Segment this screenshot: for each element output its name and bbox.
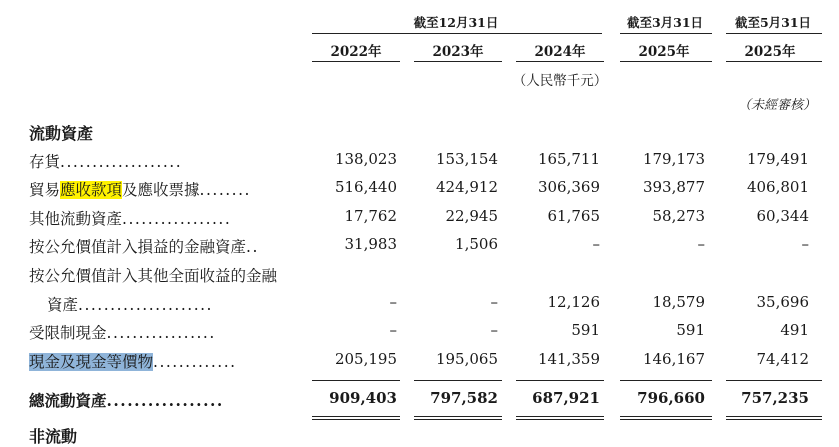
cell-2024: 165,711 — [537, 150, 600, 168]
subtotal-rule-1 — [312, 380, 400, 381]
row-label: 按公允價值計入其他全面收益的金融 — [29, 267, 278, 285]
cell-2025-mar: 591 — [676, 321, 705, 339]
year-rule-1 — [312, 61, 400, 62]
cell-2025-may: 757,235 — [741, 389, 809, 407]
cell-2025-mar: 393,877 — [642, 178, 705, 196]
year-rule-5 — [726, 61, 822, 62]
row-label: 總流動資產................. — [29, 391, 224, 410]
row-label: 資產..................... — [47, 296, 213, 314]
header-mar31-rule — [620, 33, 712, 34]
cell-2025-mar: – — [697, 235, 705, 253]
cell-2024: 687,921 — [532, 389, 600, 407]
section-title: 流動資產 — [29, 124, 94, 143]
table-row — [0, 207, 839, 231]
cell-2023: 195,065 — [435, 350, 498, 368]
cell-2022: 516,440 — [334, 178, 397, 196]
table-row — [0, 235, 839, 259]
total-rule-a3 — [516, 416, 604, 417]
table-row — [0, 178, 839, 202]
cell-2023: 22,945 — [445, 207, 498, 225]
cell-2025-mar: 146,167 — [642, 350, 705, 368]
cell-2022: 17,762 — [344, 207, 397, 225]
next-section-partial: 非流動 — [29, 427, 78, 446]
cell-2025-may: 74,412 — [756, 350, 809, 368]
cell-2025-may: – — [801, 235, 809, 253]
cell-2025-mar: 796,660 — [637, 389, 705, 407]
cell-2024: – — [592, 235, 600, 253]
table-row — [0, 293, 839, 317]
total-rule-b1 — [312, 419, 400, 420]
cell-2025-may: 179,491 — [746, 150, 809, 168]
year-2024: 2024年 — [534, 44, 586, 60]
cell-2024: 591 — [571, 321, 600, 339]
cell-2024: 306,369 — [537, 178, 600, 196]
highlight-yellow: 應收款項 — [60, 181, 123, 199]
year-rule-2 — [414, 61, 502, 62]
cell-2024: 12,126 — [547, 293, 600, 311]
year-rule-4 — [620, 61, 712, 62]
total-rule-b3 — [516, 419, 604, 420]
cell-2022: 31,983 — [344, 235, 397, 253]
cell-2022: 138,023 — [334, 150, 397, 168]
header-may31: 截至5月31日 — [734, 15, 812, 30]
cell-2022: 205,195 — [334, 350, 397, 368]
cell-2022: – — [389, 321, 397, 339]
row-label: 受限制現金................. — [29, 324, 216, 342]
cell-2022: – — [389, 293, 397, 311]
cell-2023: 797,582 — [430, 389, 498, 407]
header-mar31: 截至3月31日 — [626, 15, 704, 30]
total-rule-b2 — [414, 419, 502, 420]
cell-2024: 61,765 — [547, 207, 600, 225]
subtotal-rule-5 — [726, 380, 822, 381]
cell-2023: – — [490, 321, 498, 339]
row-label: 其他流動資產................. — [29, 210, 232, 228]
table-row-total — [0, 389, 839, 413]
total-rule-b5 — [726, 419, 822, 420]
total-rule-a4 — [620, 416, 712, 417]
cell-2025-may: 35,696 — [756, 293, 809, 311]
total-rule-b4 — [620, 419, 712, 420]
year-2023: 2023年 — [432, 44, 484, 60]
row-label: 存貨................... — [29, 153, 183, 171]
year-2022: 2022年 — [330, 44, 382, 60]
unaudited-note: （未經審核） — [738, 98, 817, 113]
row-label: 現金及現金等價物............. — [29, 353, 237, 371]
table-row — [0, 264, 839, 288]
total-rule-a2 — [414, 416, 502, 417]
cell-2025-mar: 179,173 — [642, 150, 705, 168]
cell-2025-mar: 18,579 — [652, 293, 705, 311]
unit-label: （人民幣千元） — [512, 73, 608, 89]
total-rule-a5 — [726, 416, 822, 417]
total-rule-a1 — [312, 416, 400, 417]
cell-2025-mar: 58,273 — [652, 207, 705, 225]
year-2025-may: 2025年 — [744, 44, 796, 60]
subtotal-rule-3 — [516, 380, 604, 381]
header-dec31: 截至12月31日 — [413, 15, 499, 30]
subtotal-rule-2 — [414, 380, 502, 381]
row-label: 按公允價值計入損益的金融資產.. — [29, 238, 259, 256]
cell-2023: 424,912 — [435, 178, 498, 196]
cell-2024: 141,359 — [537, 350, 600, 368]
cell-2025-may: 60,344 — [756, 207, 809, 225]
cell-2025-may: 406,801 — [746, 178, 809, 196]
cell-2025-may: 491 — [780, 321, 809, 339]
cell-2023: 153,154 — [435, 150, 498, 168]
year-rule-3 — [516, 61, 604, 62]
highlight-blue: 現金及現金等價物 — [29, 353, 154, 371]
row-label: 貿易應收款項及應收票據........ — [29, 181, 251, 199]
table-row — [0, 321, 839, 345]
table-row — [0, 350, 839, 374]
subtotal-rule-4 — [620, 380, 712, 381]
header-may31-rule — [726, 33, 822, 34]
cell-2023: – — [490, 293, 498, 311]
table-row — [0, 150, 839, 174]
cell-2023: 1,506 — [455, 235, 498, 253]
year-2025-mar: 2025年 — [638, 44, 690, 60]
header-dec31-rule — [312, 33, 602, 34]
cell-2022: 909,403 — [329, 389, 397, 407]
